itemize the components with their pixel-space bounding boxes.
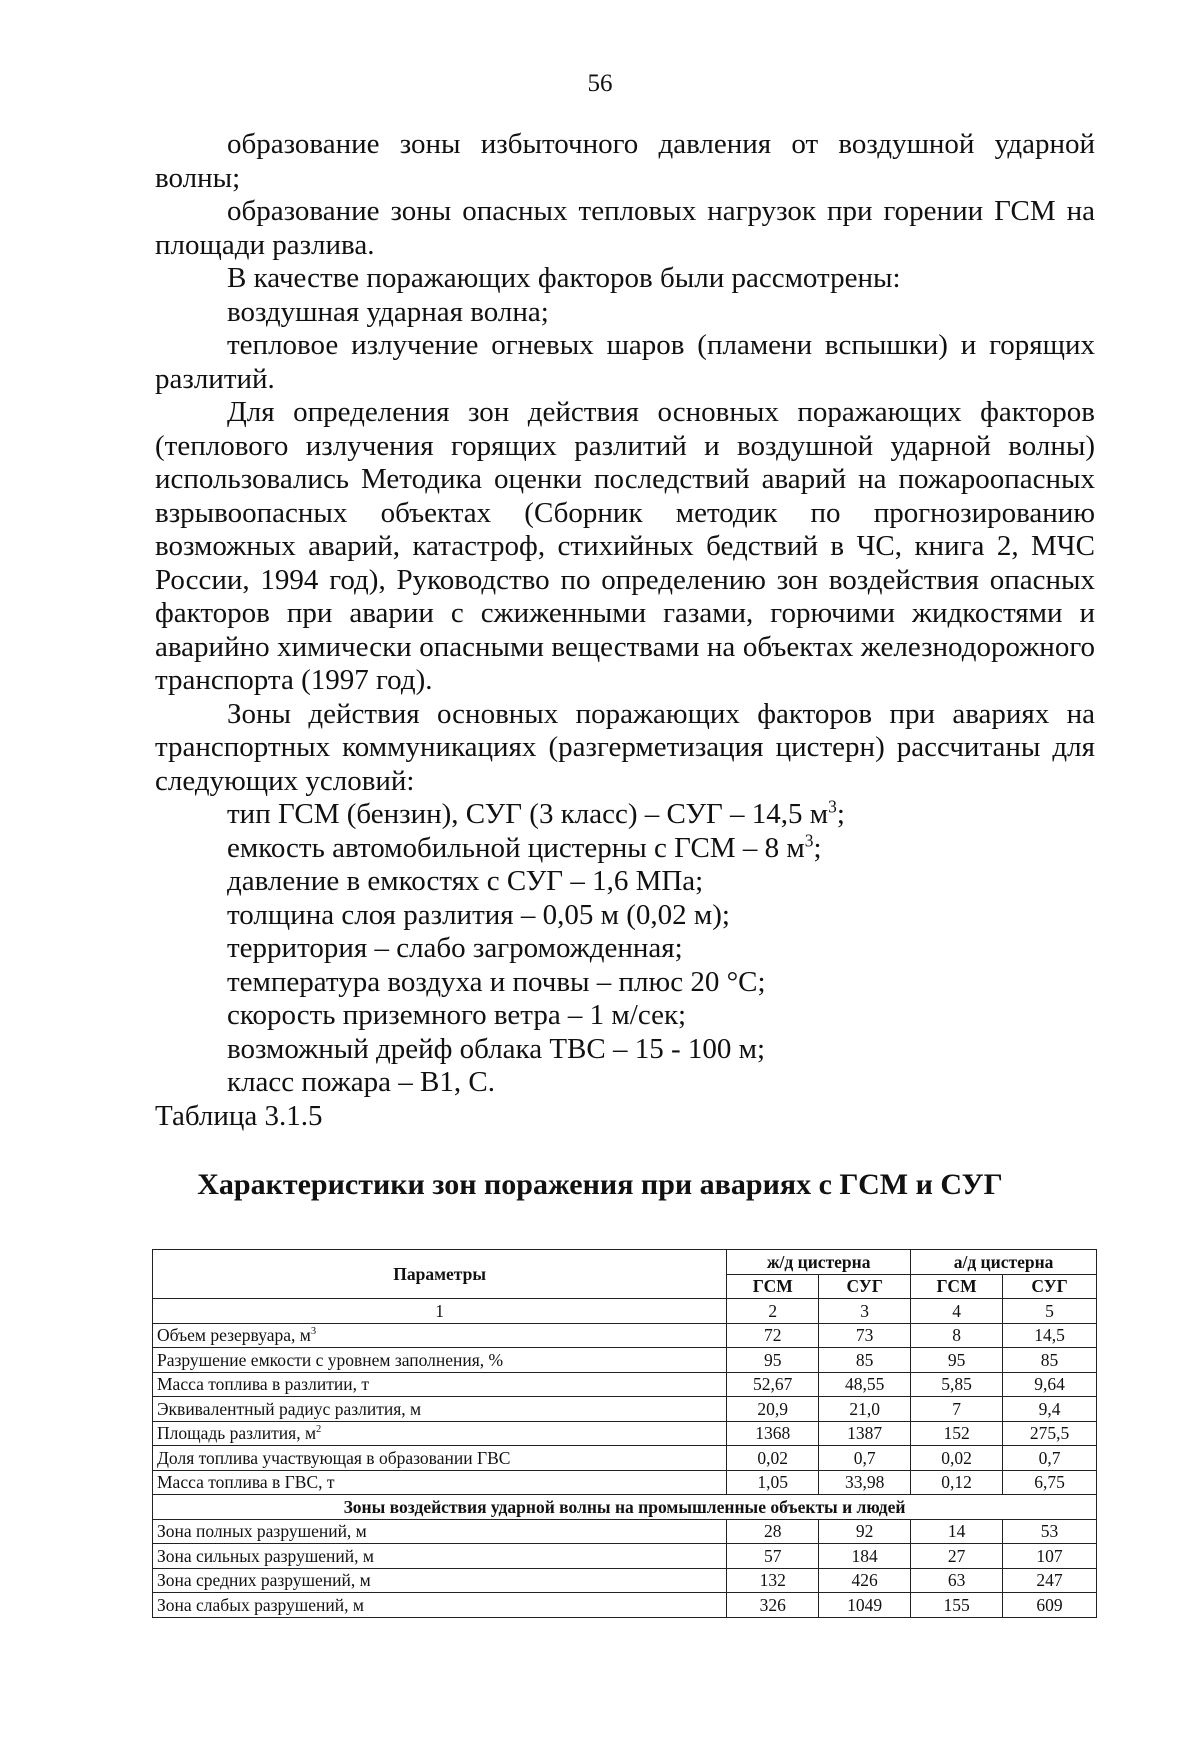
value-cell: 184 (819, 1544, 911, 1569)
value-cell: 28 (727, 1519, 819, 1544)
table-row (153, 1446, 1097, 1471)
value-cell: 8 (911, 1323, 1003, 1348)
condition-item: температура воздуха и почвы – плюс 20 °С; (227, 965, 766, 998)
data-table (152, 1249, 1097, 1618)
value-cell: 247 (1003, 1568, 1097, 1593)
value-cell: 7 (911, 1397, 1003, 1422)
value-cell: 48,55 (819, 1372, 911, 1397)
value-cell: 1,05 (727, 1470, 819, 1495)
table-index-row (153, 1299, 1097, 1324)
value-cell: 609 (1003, 1593, 1097, 1618)
value-cell: 73 (819, 1323, 911, 1348)
table-section-row (153, 1495, 1097, 1520)
value-cell: 14 (911, 1519, 1003, 1544)
index-cell: 4 (911, 1299, 1003, 1324)
value-cell: 0,12 (911, 1470, 1003, 1495)
param-cell: Объем резервуара, $м^3$ (153, 1323, 727, 1348)
table-body (153, 1323, 1097, 1495)
paragraph: образование зоны избыточного давления от воздушной ударной волны; (155, 128, 1095, 194)
value-cell: 326 (727, 1593, 819, 1618)
value-cell: 0,7 (819, 1446, 911, 1471)
param-cell: Масса топлива в ГВС, т (153, 1470, 727, 1495)
param-cell: Зона сильных разрушений, м (153, 1544, 727, 1569)
index-cell: 5 (1003, 1299, 1097, 1324)
table-title: Характеристики зон поражения при авариях с ГСМ и СУГ (197, 1168, 1003, 1201)
value-cell: 1049 (819, 1593, 911, 1618)
table-row (153, 1421, 1097, 1446)
value-cell: 5,85 (911, 1372, 1003, 1397)
value-cell: 6,75 (1003, 1470, 1097, 1495)
header-sub: СУГ (1003, 1274, 1097, 1299)
value-cell: 21,0 (819, 1397, 911, 1422)
header-group-rail: ж/д цистерна (727, 1250, 911, 1275)
value-cell: 72 (727, 1323, 819, 1348)
paragraph: тепловое излучение огневых шаров (пламени вспышки) и горящих разлитий. (155, 329, 1095, 395)
condition-item: возможный дрейф облака ТВС – 15 - 100 м; (227, 1032, 766, 1065)
table-label: Таблица 3.1.5 (155, 1099, 323, 1132)
paragraph: Для определения зон действия основных поражающих факторов (теплового излучения горящих разлитий и воздушной ударной волны) использовались Методика оценки последствий аварий на пожароопасных взрывоопасных объектах (Сборник методик по прогнозированию возможных аварий, катастроф, стихийных бедствий в ЧС, книга 2, МЧС России, 1994 год), Руководство по определению зон воздействия опасных факторов при аварии с сжиженными газами, горючими жидкостями и аварийно химически опасными веществами на объектах железнодорожного транспорта (1997 год). (155, 396, 1095, 696)
value-cell: 85 (819, 1348, 911, 1373)
condition-item: тип ГСМ (бензин), СУГ (3 класс) – СУГ – 14,5 $м^3$; (227, 796, 845, 830)
value-cell: 0,7 (1003, 1446, 1097, 1471)
value-cell: 275,5 (1003, 1421, 1097, 1446)
table-row (153, 1544, 1097, 1569)
param-cell: Доля топлива участвующая в образовании ГВС (153, 1446, 727, 1471)
value-cell: 53 (1003, 1519, 1097, 1544)
value-cell: 132 (727, 1568, 819, 1593)
paragraph: воздушная ударная волна; (227, 295, 549, 328)
value-cell: 155 (911, 1593, 1003, 1618)
table-header-row (153, 1250, 1097, 1275)
param-cell: Разрушение емкости с уровнем заполнения, % (153, 1348, 727, 1373)
value-cell: 9,4 (1003, 1397, 1097, 1422)
param-cell: Площадь разлития, $м^2$ (153, 1421, 727, 1446)
index-cell: 1 (153, 1299, 727, 1324)
condition-item: давление в емкостях с СУГ – 1,6 МПа; (227, 865, 704, 897)
page-number: 56 (587, 70, 613, 97)
value-cell: 14,5 (1003, 1323, 1097, 1348)
param-cell: Зона полных разрушений, м (153, 1519, 727, 1544)
value-cell: 57 (727, 1544, 819, 1569)
value-cell: 20,9 (727, 1397, 819, 1422)
table-row (153, 1323, 1097, 1348)
header-params: Параметры (153, 1250, 727, 1299)
value-cell: 27 (911, 1544, 1003, 1569)
param-cell: Масса топлива в разлитии, т (153, 1372, 727, 1397)
value-cell: 426 (819, 1568, 911, 1593)
param-cell: Зона средних разрушений, м (153, 1568, 727, 1593)
value-cell: 1387 (819, 1421, 911, 1446)
paragraph: образование зоны опасных тепловых нагрузок при горении ГСМ на площади разлива. (155, 195, 1095, 261)
value-cell: 0,02 (727, 1446, 819, 1471)
value-cell: 0,02 (911, 1446, 1003, 1471)
paragraph: Зоны действия основных поражающих факторов при авариях на транспортных коммуникациях (разгерметизация цистерн) рассчитаны для следующих условий: (155, 697, 1095, 797)
value-cell: 92 (819, 1519, 911, 1544)
paragraph: В качестве поражающих факторов были рассмотрены: (227, 262, 901, 294)
condition-item: емкость автомобильной цистерны с ГСМ – 8 $м^3$; (227, 829, 822, 864)
param-cell: Зона слабых разрушений, м (153, 1593, 727, 1618)
body-text (155, 128, 1095, 1133)
section-heading: Зоны воздействия ударной волны на промышленные объекты и людей (153, 1495, 1097, 1520)
value-cell: 107 (1003, 1544, 1097, 1569)
value-cell: 95 (911, 1348, 1003, 1373)
header-sub: ГСМ (911, 1274, 1003, 1299)
table-row (153, 1397, 1097, 1422)
value-cell: 33,98 (819, 1470, 911, 1495)
header-sub: СУГ (819, 1274, 911, 1299)
value-cell: 85 (1003, 1348, 1097, 1373)
value-cell: 95 (727, 1348, 819, 1373)
header-sub: ГСМ (727, 1274, 819, 1299)
table-row (153, 1470, 1097, 1495)
value-cell: 9,64 (1003, 1372, 1097, 1397)
value-cell: 52,67 (727, 1372, 819, 1397)
table-row (153, 1593, 1097, 1618)
value-cell: 1368 (727, 1421, 819, 1446)
condition-item: скорость приземного ветра – 1 м/сек; (227, 999, 687, 1031)
param-cell: Эквивалентный радиус разлития, м (153, 1397, 727, 1422)
table-body-zones (153, 1519, 1097, 1617)
table-row (153, 1568, 1097, 1593)
condition-item: территория – слабо загроможденная; (227, 932, 683, 964)
index-cell: 2 (727, 1299, 819, 1324)
condition-item: толщина слоя разлития – 0,05 м (0,02 м); (227, 898, 730, 931)
value-cell: 152 (911, 1421, 1003, 1446)
index-cell: 3 (819, 1299, 911, 1324)
table-row (153, 1372, 1097, 1397)
table-row (153, 1519, 1097, 1544)
header-group-road: а/д цистерна (911, 1250, 1097, 1275)
table-row (153, 1348, 1097, 1373)
condition-item: класс пожара – В1, С. (227, 1066, 495, 1098)
value-cell: 63 (911, 1568, 1003, 1593)
